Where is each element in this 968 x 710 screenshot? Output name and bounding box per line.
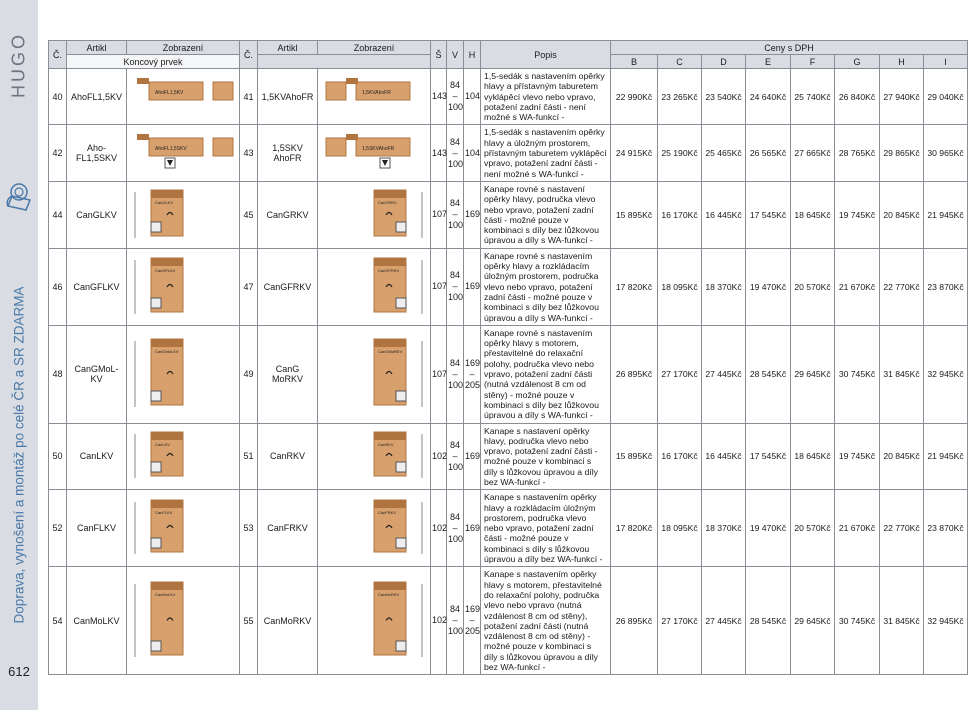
price-b: 26 895Kč	[611, 325, 658, 423]
col-artikl-2: Artikl	[258, 41, 318, 55]
image-right	[318, 567, 431, 675]
image-left	[127, 490, 240, 567]
diagram-label: CanMoRKV	[378, 592, 400, 598]
header-row	[49, 41, 968, 55]
price-g: 19 745Kč	[835, 423, 880, 490]
table-row	[49, 248, 968, 325]
price-b: 17 820Kč	[611, 490, 658, 567]
table-row	[49, 567, 968, 675]
price-h: 29 865Kč	[880, 125, 924, 181]
diagram-label: AhoFL1,5KV	[155, 89, 184, 96]
diagram-label: CanGRKV	[378, 199, 397, 205]
price-i: 32 945Kč	[924, 567, 968, 675]
item-number-left: 42	[49, 125, 67, 181]
price-c: 16 170Kč	[658, 423, 702, 490]
price-h: 27 940Kč	[880, 69, 924, 125]
price-f: 18 645Kč	[791, 423, 835, 490]
article-right: 1,5SKV AhoFR	[258, 125, 318, 181]
price-b: 15 895Kč	[611, 181, 658, 248]
sofa-diagram	[131, 335, 235, 413]
sidebar	[0, 0, 38, 710]
price-f: 29 645Kč	[791, 325, 835, 423]
diagram-label: CanGMoRKV	[378, 349, 403, 355]
width-value: 107	[431, 181, 447, 248]
sofa-diagram	[131, 578, 235, 663]
sofa-diagram	[322, 254, 426, 320]
description: Kanape s nastavením opěrky hlavy a rozkládacím úložným prostorem, područka vlevo nebo vpravo, potažení zadní části - možné pouze v kombinaci s díly s lůžkovou úpravou a díly bez WA-funkcí -	[481, 490, 611, 567]
height-value: 84 – 100	[447, 248, 464, 325]
fabric-roll-icon	[4, 180, 34, 214]
col-artikl-1: Artikl	[67, 41, 127, 55]
item-number-left: 48	[49, 325, 67, 423]
price-i: 23 870Kč	[924, 490, 968, 567]
image-right	[318, 325, 431, 423]
diagram-label: CanGFLKV	[155, 267, 176, 273]
grade-f: F	[791, 55, 835, 69]
price-b: 26 895Kč	[611, 567, 658, 675]
col-spacer	[258, 55, 431, 69]
sofa-diagram	[322, 186, 426, 244]
col-hloubka: H	[464, 41, 481, 69]
price-e: 19 470Kč	[746, 248, 791, 325]
col-cislo-2: Č.	[240, 41, 258, 69]
price-h: 31 845Kč	[880, 567, 924, 675]
delivery-note	[2, 260, 36, 650]
depth-value: 104	[464, 125, 481, 181]
col-zobrazeni-1: Zobrazení	[127, 41, 240, 55]
diagram-label: 1,5SKVAhoFR	[362, 146, 395, 153]
diagram-label: CanGFRKV	[378, 267, 400, 273]
image-left	[127, 248, 240, 325]
price-f: 18 645Kč	[791, 181, 835, 248]
item-number-right: 51	[240, 423, 258, 490]
price-f: 20 570Kč	[791, 490, 835, 567]
sofa-diagram	[322, 132, 426, 174]
price-h: 22 770Kč	[880, 490, 924, 567]
height-value: 84 – 100	[447, 69, 464, 125]
description: 1,5-sedák s nastavením opěrky hlavy a přístavným taburetem vyklápěcí vlevo nebo vpravo, potažení zadní části - není možné s WA-funkcí -	[481, 69, 611, 125]
diagram-label: CanMoLKV	[155, 592, 176, 598]
sofa-diagram	[131, 496, 235, 560]
item-number-right: 43	[240, 125, 258, 181]
sofa-diagram	[322, 496, 426, 560]
price-b: 24 915Kč	[611, 125, 658, 181]
image-left	[127, 125, 240, 181]
price-b: 15 895Kč	[611, 423, 658, 490]
delivery-note-text: Doprava, vynošení a montáž po celé ČR a SR ZDARMA	[11, 286, 27, 624]
item-number-left: 52	[49, 490, 67, 567]
width-value: 102	[431, 567, 447, 675]
price-d: 16 445Kč	[702, 181, 746, 248]
description: Kanape rovné s nastavení opěrky hlavy, područka vlevo nebo vpravo, potažení zadní části - možné pouze v kombinaci s díly bez lůžkovou úpravou a díly s WA-funkcí -	[481, 181, 611, 248]
price-e: 17 545Kč	[746, 181, 791, 248]
image-right	[318, 69, 431, 125]
depth-value: 169	[464, 181, 481, 248]
diagram-label: 1,5KVAhoFR	[362, 89, 391, 96]
width-value: 102	[431, 423, 447, 490]
description: Kanape s nastavení opěrky hlavy, područka vlevo nebo vpravo, potažení zadní části - možné pouze v kombinaci s díly s lůžkovou úpravou a díly bez WA-funkcí -	[481, 423, 611, 490]
price-f: 27 665Kč	[791, 125, 835, 181]
price-c: 27 170Kč	[658, 325, 702, 423]
height-value: 84 – 100	[447, 125, 464, 181]
image-left	[127, 181, 240, 248]
price-g: 30 745Kč	[835, 567, 880, 675]
sofa-diagram	[131, 428, 235, 484]
item-number-right: 41	[240, 69, 258, 125]
col-ceny: Ceny s DPH	[611, 41, 968, 55]
price-g: 21 670Kč	[835, 248, 880, 325]
price-e: 28 545Kč	[746, 567, 791, 675]
sofa-diagram	[322, 428, 426, 484]
height-value: 84 – 100	[447, 567, 464, 675]
price-c: 18 095Kč	[658, 490, 702, 567]
price-d: 16 445Kč	[702, 423, 746, 490]
price-h: 20 845Kč	[880, 423, 924, 490]
price-e: 19 470Kč	[746, 490, 791, 567]
depth-value: 169 – 205	[464, 325, 481, 423]
item-number-left: 40	[49, 69, 67, 125]
item-number-left: 50	[49, 423, 67, 490]
table-row	[49, 181, 968, 248]
diagram-label: CanFRKV	[378, 510, 397, 516]
table-row	[49, 423, 968, 490]
price-d: 23 540Kč	[702, 69, 746, 125]
table-row	[49, 325, 968, 423]
price-e: 26 565Kč	[746, 125, 791, 181]
grade-g: G	[835, 55, 880, 69]
description: 1,5-sedák s nastavením opěrky hlavy a úložným prostorem, přístavným taburetem vyklápěcí vpravo, potažení zadní části - není možné s WA-funkcí -	[481, 125, 611, 181]
depth-value: 169	[464, 490, 481, 567]
article-right: CanRKV	[258, 423, 318, 490]
price-c: 23 265Kč	[658, 69, 702, 125]
diagram-label: CanRKV	[378, 442, 394, 448]
price-d: 18 370Kč	[702, 248, 746, 325]
price-c: 27 170Kč	[658, 567, 702, 675]
item-number-right: 49	[240, 325, 258, 423]
price-g: 28 765Kč	[835, 125, 880, 181]
brand-text: HUGO	[8, 32, 29, 98]
image-left	[127, 69, 240, 125]
diagram-label: AhoFL1,5SKV	[155, 146, 187, 153]
price-d: 27 445Kč	[702, 567, 746, 675]
price-c: 16 170Kč	[658, 181, 702, 248]
height-value: 84 – 100	[447, 490, 464, 567]
article-left: CanGFLKV	[67, 248, 127, 325]
depth-value: 169 – 205	[464, 567, 481, 675]
price-e: 17 545Kč	[746, 423, 791, 490]
width-value: 107	[431, 325, 447, 423]
width-value: 107	[431, 248, 447, 325]
item-number-right: 47	[240, 248, 258, 325]
width-value: 143	[431, 69, 447, 125]
depth-value: 169	[464, 423, 481, 490]
grade-d: D	[702, 55, 746, 69]
width-value: 143	[431, 125, 447, 181]
height-value: 84 – 100	[447, 423, 464, 490]
item-number-left: 54	[49, 567, 67, 675]
sofa-diagram	[131, 254, 235, 320]
page-number: 612	[8, 664, 30, 679]
image-left	[127, 423, 240, 490]
table-row	[49, 125, 968, 181]
sofa-diagram	[322, 578, 426, 663]
price-g: 19 745Kč	[835, 181, 880, 248]
depth-value: 104	[464, 69, 481, 125]
item-number-left: 46	[49, 248, 67, 325]
grade-e: E	[746, 55, 791, 69]
price-f: 20 570Kč	[791, 248, 835, 325]
item-number-right: 45	[240, 181, 258, 248]
diagram-label: CanFLKV	[155, 510, 173, 516]
sofa-diagram	[131, 76, 235, 118]
article-right: CanFRKV	[258, 490, 318, 567]
height-value: 84 – 100	[447, 181, 464, 248]
article-left: CanFLKV	[67, 490, 127, 567]
price-i: 32 945Kč	[924, 325, 968, 423]
grade-i: I	[924, 55, 968, 69]
price-d: 25 465Kč	[702, 125, 746, 181]
article-left: CanMoLKV	[67, 567, 127, 675]
article-right: CanGRKV	[258, 181, 318, 248]
description: Kanape s nastavením opěrky hlavy s motorem, přestavitelné do relaxační polohy, područka vlevo nebo vpravo (nutná vzdálenost 8 cm od stěny), potažení zadní části (nutná vzdálenost 8 cm od stěny) - možné pouze v kombinaci s díly s lůžkovou úpravou a díly bez WA-funkcí -	[481, 567, 611, 675]
image-right	[318, 490, 431, 567]
price-d: 18 370Kč	[702, 490, 746, 567]
width-value: 102	[431, 490, 447, 567]
image-left	[127, 325, 240, 423]
image-left	[127, 567, 240, 675]
image-right	[318, 423, 431, 490]
article-left: Aho- FL1,5SKV	[67, 125, 127, 181]
price-d: 27 445Kč	[702, 325, 746, 423]
price-i: 30 965Kč	[924, 125, 968, 181]
price-i: 21 945Kč	[924, 423, 968, 490]
diagram-label: CanGMoLKV	[155, 349, 179, 355]
image-right	[318, 125, 431, 181]
price-g: 26 840Kč	[835, 69, 880, 125]
item-number-left: 44	[49, 181, 67, 248]
price-table	[48, 40, 968, 675]
article-right: CanMoRKV	[258, 567, 318, 675]
price-f: 25 740Kč	[791, 69, 835, 125]
col-popis: Popis	[481, 41, 611, 69]
price-i: 29 040Kč	[924, 69, 968, 125]
price-g: 21 670Kč	[835, 490, 880, 567]
col-koncovy-prvek: Koncový prvek	[67, 55, 240, 69]
sofa-diagram	[322, 76, 426, 118]
image-right	[318, 181, 431, 248]
article-left: CanGMoL- KV	[67, 325, 127, 423]
grade-b: B	[611, 55, 658, 69]
article-right: 1,5KVAhoFR	[258, 69, 318, 125]
table-row	[49, 490, 968, 567]
price-b: 17 820Kč	[611, 248, 658, 325]
price-e: 28 545Kč	[746, 325, 791, 423]
article-left: AhoFL1,5KV	[67, 69, 127, 125]
sofa-diagram	[131, 132, 235, 174]
price-b: 22 990Kč	[611, 69, 658, 125]
article-right: CanGFRKV	[258, 248, 318, 325]
col-cislo-1: Č.	[49, 41, 67, 69]
brand-logo	[4, 20, 34, 110]
sofa-diagram	[322, 335, 426, 413]
col-zobrazeni-2: Zobrazení	[318, 41, 431, 55]
grade-c: C	[658, 55, 702, 69]
col-sirka: Š	[431, 41, 447, 69]
price-c: 25 190Kč	[658, 125, 702, 181]
depth-value: 169	[464, 248, 481, 325]
diagram-label: CanGLKV	[155, 199, 174, 205]
item-number-right: 53	[240, 490, 258, 567]
price-e: 24 640Kč	[746, 69, 791, 125]
price-h: 20 845Kč	[880, 181, 924, 248]
image-right	[318, 248, 431, 325]
col-vyska: V	[447, 41, 464, 69]
description: Kanape rovné s nastavením opěrky hlavy s motorem, přestavitelné do relaxační polohy, područka vlevo nebo vpravo, potažení zadní části (nutná vzdálenost 8 cm od stěny) - možné pouze v kombinaci s díly bez lůžkovou úpravou a díly s WA-funkcí -	[481, 325, 611, 423]
price-g: 30 745Kč	[835, 325, 880, 423]
article-right: CanG MoRKV	[258, 325, 318, 423]
sofa-diagram	[131, 186, 235, 244]
grade-h: H	[880, 55, 924, 69]
price-i: 21 945Kč	[924, 181, 968, 248]
diagram-label: CanLKV	[155, 442, 170, 448]
height-value: 84 – 100	[447, 325, 464, 423]
article-left: CanGLKV	[67, 181, 127, 248]
price-c: 18 095Kč	[658, 248, 702, 325]
price-h: 22 770Kč	[880, 248, 924, 325]
price-f: 29 645Kč	[791, 567, 835, 675]
price-i: 23 870Kč	[924, 248, 968, 325]
description: Kanape rovné s nastavením opěrky hlavy a rozkládacím úložným prostorem, područka vlevo nebo vpravo, potažení zadní části - možné pouze v kombinaci s díly bez lůžkovou úpravou a díly s WA-funkcí -	[481, 248, 611, 325]
article-left: CanLKV	[67, 423, 127, 490]
price-h: 31 845Kč	[880, 325, 924, 423]
item-number-right: 55	[240, 567, 258, 675]
table-row	[49, 69, 968, 125]
